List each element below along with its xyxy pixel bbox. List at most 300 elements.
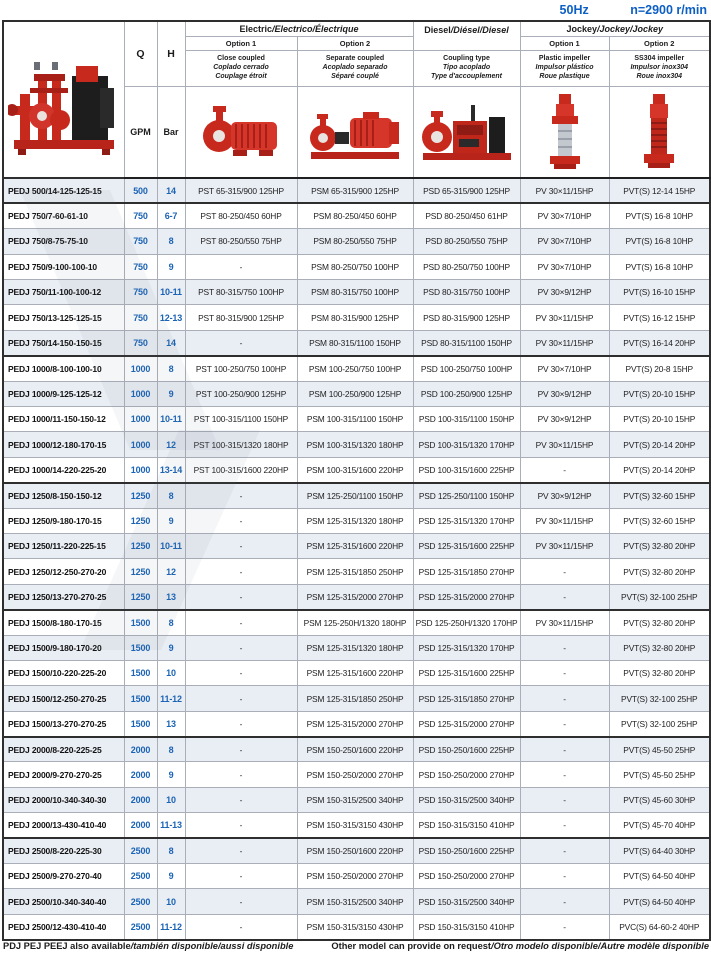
cell-q: 750 <box>124 330 157 355</box>
cell-model: PEDJ 750/8-75-75-10 <box>3 229 124 254</box>
table-row <box>3 787 710 812</box>
cell-pst: PST 80-250/550 75HP <box>185 229 297 254</box>
footer <box>3 941 709 951</box>
cell-pvt: PVT(S) 20-14 20HP <box>609 457 710 482</box>
cell-q: 2000 <box>124 813 157 838</box>
cell-psm: PSM 150-250/1600 220HP <box>297 838 413 863</box>
cell-pst: PST 100-315/1100 150HP <box>185 407 297 432</box>
cell-pvt: PVT(S) 12-14 15HP <box>609 178 710 203</box>
cell-pst: - <box>185 559 297 584</box>
cell-q: 750 <box>124 254 157 279</box>
cell-psd: PSD 125-315/2000 270HP <box>413 711 520 736</box>
cell-pv: PV 30×7/10HP <box>520 229 609 254</box>
table-row <box>3 280 710 305</box>
cell-pvt: PVT(S) 45-60 30HP <box>609 787 710 812</box>
cell-psm: PSM 100-315/1100 150HP <box>297 407 413 432</box>
table-row <box>3 533 710 558</box>
cell-pst: - <box>185 610 297 635</box>
cell-q: 2000 <box>124 737 157 762</box>
cell-psm: PSM 125-315/1600 220HP <box>297 660 413 685</box>
cell-model: PEDJ 750/11-100-100-12 <box>3 280 124 305</box>
cell-q: 1000 <box>124 407 157 432</box>
cell-psm: PSM 150-315/3150 430HP <box>297 914 413 939</box>
cell-psd: PSD 80-315/900 125HP <box>413 305 520 330</box>
cell-q: 1000 <box>124 356 157 381</box>
cell-model: PEDJ 1250/8-150-150-12 <box>3 483 124 508</box>
cell-pvt: PVT(S) 20-10 15HP <box>609 407 710 432</box>
cell-model: PEDJ 1500/10-220-225-20 <box>3 660 124 685</box>
cell-pvt: PVT(S) 45-50 25HP <box>609 737 710 762</box>
table-row <box>3 584 710 609</box>
cell-model: PEDJ 2000/8-220-225-25 <box>3 737 124 762</box>
spec-table-body <box>3 178 710 940</box>
cell-psd: PSD 150-250/1600 225HP <box>413 737 520 762</box>
cell-psd: PSD 150-250/1600 225HP <box>413 838 520 863</box>
cell-pv: - <box>520 914 609 939</box>
cell-pvt: PVT(S) 20-14 20HP <box>609 432 710 457</box>
cell-q: 1250 <box>124 584 157 609</box>
table-row <box>3 813 710 838</box>
cell-psd: PSD 100-315/1600 225HP <box>413 457 520 482</box>
cell-model: PEDJ 750/13-125-125-15 <box>3 305 124 330</box>
table-row <box>3 686 710 711</box>
cell-h: 10 <box>157 787 185 812</box>
cell-psm: PSM 65-315/900 125HP <box>297 178 413 203</box>
cell-pvt: PVT(S) 32-80 20HP <box>609 559 710 584</box>
group-jockey-header: Jockey/Jockey/Jockey <box>520 21 710 37</box>
cell-pv: - <box>520 584 609 609</box>
cell-pv: - <box>520 559 609 584</box>
cell-pvt: PVT(S) 32-100 25HP <box>609 711 710 736</box>
jockey-option1-label: Option 1 <box>520 37 609 51</box>
table-row <box>3 457 710 482</box>
cell-h: 10 <box>157 889 185 914</box>
cell-h: 8 <box>157 737 185 762</box>
cell-q: 1250 <box>124 483 157 508</box>
cell-psd: PSD 80-315/750 100HP <box>413 280 520 305</box>
group-electric-header: Electric/Electrico/Électrique <box>185 21 413 37</box>
cell-pst: PST 100-315/1320 180HP <box>185 432 297 457</box>
cell-q: 1250 <box>124 508 157 533</box>
cell-pst: - <box>185 711 297 736</box>
cell-psd: PSD 125-315/1850 270HP <box>413 559 520 584</box>
cell-pv: PV 30×11/15HP <box>520 533 609 558</box>
cell-psd: PSD 150-250/2000 270HP <box>413 762 520 787</box>
cell-h: 12 <box>157 559 185 584</box>
cell-pv: PV 30×7/10HP <box>520 254 609 279</box>
cell-pvt: PVT(S) 32-60 15HP <box>609 483 710 508</box>
fire-pump-package-photo <box>3 21 124 178</box>
cell-pv: - <box>520 737 609 762</box>
cell-psm: PSM 150-250/2000 270HP <box>297 762 413 787</box>
table-row <box>3 914 710 939</box>
cell-h: 9 <box>157 254 185 279</box>
cell-pst: PST 80-315/900 125HP <box>185 305 297 330</box>
cell-h: 11-12 <box>157 686 185 711</box>
cell-pvt: PVT(S) 20-10 15HP <box>609 381 710 406</box>
cell-pv: PV 30×9/12HP <box>520 483 609 508</box>
cell-h: 8 <box>157 483 185 508</box>
close-coupled-pump-illustration <box>193 100 289 164</box>
cell-psm: PSM 125-250H/1320 180HP <box>297 610 413 635</box>
cell-pst: PST 100-250/900 125HP <box>185 381 297 406</box>
cell-h: 8 <box>157 838 185 863</box>
cell-pvt: PVT(S) 16-8 10HP <box>609 203 710 228</box>
cell-model: PEDJ 2500/10-340-340-40 <box>3 889 124 914</box>
cell-pvt: PVT(S) 64-50 40HP <box>609 864 710 889</box>
cell-psm: PSM 125-315/2000 270HP <box>297 584 413 609</box>
separate-coupled-description: Separate coupled Acoplado separado Séparé couplé <box>297 51 413 87</box>
frequency-label: 50Hz <box>559 3 589 17</box>
table-row <box>3 432 710 457</box>
cell-pst: - <box>185 508 297 533</box>
cell-psm: PSM 80-250/550 75HP <box>297 229 413 254</box>
table-row <box>3 203 710 228</box>
cell-h: 13-14 <box>157 457 185 482</box>
cell-pst: - <box>185 914 297 939</box>
close-coupled-description: Close coupled Coplado cerrado Couplage étroit <box>185 51 297 87</box>
table-row <box>3 381 710 406</box>
cell-h: 9 <box>157 381 185 406</box>
cell-q: 2500 <box>124 889 157 914</box>
cell-pv: PV 30×11/15HP <box>520 610 609 635</box>
cell-pst: PST 80-250/450 60HP <box>185 203 297 228</box>
ss304-impeller-description: SS304 impeller Impulsor inox304 Roue inox304 <box>609 51 710 87</box>
cell-h: 12 <box>157 432 185 457</box>
cell-model: PEDJ 750/7-60-61-10 <box>3 203 124 228</box>
cell-h: 9 <box>157 864 185 889</box>
cell-h: 11-13 <box>157 813 185 838</box>
cell-pvt: PVT(S) 45-70 40HP <box>609 813 710 838</box>
fire-pump-package-illustration <box>8 36 120 164</box>
cell-pvt: PVT(S) 32-100 25HP <box>609 584 710 609</box>
cell-model: PEDJ 1500/12-250-270-25 <box>3 686 124 711</box>
electric-option1-label: Option 1 <box>185 37 297 51</box>
cell-psd: PSD 125-315/1600 225HP <box>413 533 520 558</box>
cell-psm: PSM 100-250/750 100HP <box>297 356 413 381</box>
cell-pvt: PVT(S) 16-8 10HP <box>609 254 710 279</box>
vertical-jockey-pump-illustration <box>548 92 582 172</box>
cell-pv: PV 30×7/10HP <box>520 203 609 228</box>
cell-pv: PV 30×11/15HP <box>520 432 609 457</box>
table-row <box>3 711 710 736</box>
cell-model: PEDJ 1000/12-180-170-15 <box>3 432 124 457</box>
cell-psd: PSD 150-315/3150 410HP <box>413 813 520 838</box>
cell-q: 1250 <box>124 559 157 584</box>
q-unit-label: GPM <box>124 87 157 179</box>
cell-q: 2000 <box>124 787 157 812</box>
cell-q: 1500 <box>124 610 157 635</box>
cell-psm: PSM 150-250/2000 270HP <box>297 864 413 889</box>
cell-psm: PSM 125-315/1850 250HP <box>297 686 413 711</box>
cell-psd: PSD 125-315/1320 170HP <box>413 635 520 660</box>
cell-q: 2500 <box>124 914 157 939</box>
cell-h: 14 <box>157 330 185 355</box>
cell-model: PEDJ 500/14-125-125-15 <box>3 178 124 203</box>
cell-model: PEDJ 1250/13-270-270-25 <box>3 584 124 609</box>
cell-pvt: PVT(S) 32-80 20HP <box>609 533 710 558</box>
cell-model: PEDJ 2500/8-220-225-30 <box>3 838 124 863</box>
cell-q: 750 <box>124 305 157 330</box>
cell-model: PEDJ 1000/11-150-150-12 <box>3 407 124 432</box>
table-row <box>3 356 710 381</box>
cell-h: 10-11 <box>157 407 185 432</box>
cell-pvt: PVT(S) 20-8 15HP <box>609 356 710 381</box>
cell-pst: - <box>185 483 297 508</box>
cell-pst: - <box>185 584 297 609</box>
cell-pv: PV 30×9/12HP <box>520 381 609 406</box>
cell-h: 11-12 <box>157 914 185 939</box>
cell-pst: - <box>185 254 297 279</box>
cell-model: PEDJ 1000/8-100-100-10 <box>3 356 124 381</box>
cell-pv: PV 30×9/12HP <box>520 280 609 305</box>
diesel-pump-set-illustration <box>419 99 515 165</box>
cell-q: 2500 <box>124 838 157 863</box>
cell-pvt: PVT(S) 32-100 25HP <box>609 686 710 711</box>
cell-model: PEDJ 2000/13-430-410-40 <box>3 813 124 838</box>
table-row <box>3 762 710 787</box>
cell-psm: PSM 125-315/1600 220HP <box>297 533 413 558</box>
table-row <box>3 889 710 914</box>
cell-model: PEDJ 1500/9-180-170-20 <box>3 635 124 660</box>
table-row <box>3 254 710 279</box>
cell-h: 10-11 <box>157 533 185 558</box>
cell-model: PEDJ 2000/10-340-340-30 <box>3 787 124 812</box>
cell-model: PEDJ 750/14-150-150-15 <box>3 330 124 355</box>
cell-pv: - <box>520 864 609 889</box>
cell-pv: - <box>520 762 609 787</box>
cell-psm: PSM 80-315/1100 150HP <box>297 330 413 355</box>
cell-pst: - <box>185 787 297 812</box>
cell-psd: PSD 150-250/2000 270HP <box>413 864 520 889</box>
cell-psm: PSM 125-315/1850 250HP <box>297 559 413 584</box>
cell-pvt: PVT(S) 16-10 15HP <box>609 280 710 305</box>
cell-h: 12-13 <box>157 305 185 330</box>
cell-model: PEDJ 1000/14-220-225-20 <box>3 457 124 482</box>
cell-pst: PST 65-315/900 125HP <box>185 178 297 203</box>
column-q-label: Q <box>124 21 157 87</box>
cell-psd: PSD 80-250/750 100HP <box>413 254 520 279</box>
cell-psd: PSD 125-315/1600 225HP <box>413 660 520 685</box>
cell-psm: PSM 100-315/1600 220HP <box>297 457 413 482</box>
h-unit-label: Bar <box>157 87 185 179</box>
cell-model: PEDJ 1250/12-250-270-20 <box>3 559 124 584</box>
cell-q: 1500 <box>124 635 157 660</box>
cell-model: PEDJ 2500/12-430-410-40 <box>3 914 124 939</box>
cell-q: 1000 <box>124 432 157 457</box>
cell-q: 2000 <box>124 762 157 787</box>
jockey-option2-label: Option 2 <box>609 37 710 51</box>
cell-pst: - <box>185 330 297 355</box>
cell-pv: - <box>520 813 609 838</box>
cell-h: 10-11 <box>157 280 185 305</box>
separate-coupled-pump-photo <box>297 87 413 179</box>
close-coupled-pump-photo <box>185 87 297 179</box>
cell-h: 6-7 <box>157 203 185 228</box>
cell-q: 1500 <box>124 660 157 685</box>
table-row <box>3 838 710 863</box>
cell-q: 1000 <box>124 457 157 482</box>
table-row <box>3 407 710 432</box>
table-row <box>3 483 710 508</box>
cell-pst: PST 80-315/750 100HP <box>185 280 297 305</box>
cell-pv: - <box>520 889 609 914</box>
cell-q: 1500 <box>124 711 157 736</box>
table-row <box>3 660 710 685</box>
table-row <box>3 610 710 635</box>
cell-model: PEDJ 1500/13-270-270-25 <box>3 711 124 736</box>
table-row <box>3 508 710 533</box>
cell-h: 8 <box>157 229 185 254</box>
cell-pvt: PVT(S) 32-80 20HP <box>609 660 710 685</box>
cell-pv: PV 30×11/15HP <box>520 508 609 533</box>
coupling-type-description: Coupling type Tipo acoplado Type d'accouplement <box>413 51 520 87</box>
cell-psm: PSM 100-315/1320 180HP <box>297 432 413 457</box>
cell-psm: PSM 150-315/2500 340HP <box>297 787 413 812</box>
cell-psd: PSD 150-315/2500 340HP <box>413 889 520 914</box>
cell-pst: - <box>185 660 297 685</box>
cell-pst: - <box>185 813 297 838</box>
cell-q: 750 <box>124 203 157 228</box>
cell-psm: PSM 80-250/450 60HP <box>297 203 413 228</box>
pump-spec-table <box>2 20 711 941</box>
cell-pst: - <box>185 686 297 711</box>
cell-h: 14 <box>157 178 185 203</box>
cell-pst: - <box>185 635 297 660</box>
cell-psd: PSD 100-250/900 125HP <box>413 381 520 406</box>
cell-pst: - <box>185 533 297 558</box>
cell-model: PEDJ 1250/11-220-225-15 <box>3 533 124 558</box>
cell-psd: PSD 100-315/1100 150HP <box>413 407 520 432</box>
table-row <box>3 305 710 330</box>
cell-pst: PST 100-250/750 100HP <box>185 356 297 381</box>
cell-psm: PSM 125-315/1320 180HP <box>297 635 413 660</box>
cell-h: 13 <box>157 584 185 609</box>
cell-pv: - <box>520 787 609 812</box>
plastic-impeller-description: Plastic impeller Impulsor plástico Roue plastique <box>520 51 609 87</box>
cell-q: 1250 <box>124 533 157 558</box>
table-row <box>3 737 710 762</box>
cell-pv: PV 30×11/15HP <box>520 178 609 203</box>
cell-psm: PSM 100-250/900 125HP <box>297 381 413 406</box>
cell-q: 500 <box>124 178 157 203</box>
table-row <box>3 178 710 203</box>
cell-psm: PSM 80-250/750 100HP <box>297 254 413 279</box>
cell-model: PEDJ 1250/9-180-170-15 <box>3 508 124 533</box>
cell-pst: - <box>185 889 297 914</box>
cell-pvt: PVC(S) 64-60-2 40HP <box>609 914 710 939</box>
cell-pst: - <box>185 762 297 787</box>
cell-model: PEDJ 750/9-100-100-10 <box>3 254 124 279</box>
cell-psd: PSD 150-315/2500 340HP <box>413 787 520 812</box>
footer-left-note: PDJ PEJ PEEJ also available/también disponible/aussi disponible <box>3 941 294 951</box>
cell-h: 10 <box>157 660 185 685</box>
vertical-jockey-pump-photo <box>520 87 609 179</box>
cell-pvt: PVT(S) 16-14 20HP <box>609 330 710 355</box>
cell-h: 8 <box>157 356 185 381</box>
cell-pv: PV 30×9/12HP <box>520 407 609 432</box>
speed-frequency-header <box>560 3 707 17</box>
cell-pvt: PVT(S) 64-40 30HP <box>609 838 710 863</box>
cell-h: 13 <box>157 711 185 736</box>
cell-pv: - <box>520 457 609 482</box>
cell-psd: PSD 100-315/1320 170HP <box>413 432 520 457</box>
cell-pst: - <box>185 737 297 762</box>
table-row <box>3 229 710 254</box>
cell-psd: PSD 125-315/1850 270HP <box>413 686 520 711</box>
cell-q: 2500 <box>124 864 157 889</box>
cell-pvt: PVT(S) 32-80 20HP <box>609 610 710 635</box>
cell-h: 9 <box>157 762 185 787</box>
cell-psd: PSD 125-250/1100 150HP <box>413 483 520 508</box>
cell-h: 9 <box>157 635 185 660</box>
cell-h: 9 <box>157 508 185 533</box>
cell-pvt: PVT(S) 16-8 10HP <box>609 229 710 254</box>
footer-right-note: Other model can provide on request/Otro modelo disponible/Autre modèle disponible <box>331 941 709 951</box>
cell-pv: - <box>520 635 609 660</box>
cell-pvt: PVT(S) 32-80 20HP <box>609 635 710 660</box>
cell-pvt: PVT(S) 64-50 40HP <box>609 889 710 914</box>
vertical-jockey-ss304-illustration <box>642 92 676 172</box>
cell-q: 1000 <box>124 381 157 406</box>
cell-psd: PSD 125-315/2000 270HP <box>413 584 520 609</box>
diesel-pump-set-photo <box>413 87 520 179</box>
cell-psm: PSM 125-315/1320 180HP <box>297 508 413 533</box>
cell-psd: PSD 150-315/3150 410HP <box>413 914 520 939</box>
table-row <box>3 559 710 584</box>
cell-model: PEDJ 2500/9-270-270-40 <box>3 864 124 889</box>
cell-psm: PSM 150-315/3150 430HP <box>297 813 413 838</box>
cell-psd: PSD 125-315/1320 170HP <box>413 508 520 533</box>
cell-psm: PSM 125-315/2000 270HP <box>297 711 413 736</box>
cell-psd: PSD 80-315/1100 150HP <box>413 330 520 355</box>
cell-pv: - <box>520 686 609 711</box>
cell-psd: PSD 80-250/450 61HP <box>413 203 520 228</box>
separate-coupled-pump-illustration <box>305 100 405 164</box>
cell-psm: PSM 150-315/2500 340HP <box>297 889 413 914</box>
cell-pvt: PVT(S) 32-60 15HP <box>609 508 710 533</box>
cell-pv: - <box>520 711 609 736</box>
speed-label: n=2900 r/min <box>630 3 707 17</box>
cell-h: 8 <box>157 610 185 635</box>
cell-pv: PV 30×11/15HP <box>520 305 609 330</box>
cell-model: PEDJ 1500/8-180-170-15 <box>3 610 124 635</box>
cell-psd: PSD 65-315/900 125HP <box>413 178 520 203</box>
cell-pst: - <box>185 838 297 863</box>
group-diesel-header: Diesel/Diésel/Diesel <box>413 21 520 51</box>
cell-psd: PSD 80-250/550 75HP <box>413 229 520 254</box>
cell-psm: PSM 80-315/750 100HP <box>297 280 413 305</box>
cell-psm: PSM 150-250/1600 220HP <box>297 737 413 762</box>
table-row <box>3 635 710 660</box>
cell-pvt: PVT(S) 45-50 25HP <box>609 762 710 787</box>
cell-pst: - <box>185 864 297 889</box>
cell-pst: PST 100-315/1600 220HP <box>185 457 297 482</box>
cell-psd: PSD 100-250/750 100HP <box>413 356 520 381</box>
table-row <box>3 864 710 889</box>
vertical-jockey-ss304-photo <box>609 87 710 179</box>
cell-model: PEDJ 2000/9-270-270-25 <box>3 762 124 787</box>
cell-q: 750 <box>124 229 157 254</box>
cell-psd: PSD 125-250H/1320 170HP <box>413 610 520 635</box>
cell-q: 750 <box>124 280 157 305</box>
table-row <box>3 330 710 355</box>
column-h-label: H <box>157 21 185 87</box>
electric-option2-label: Option 2 <box>297 37 413 51</box>
cell-pv: - <box>520 838 609 863</box>
cell-psm: PSM 80-315/900 125HP <box>297 305 413 330</box>
cell-q: 1500 <box>124 686 157 711</box>
